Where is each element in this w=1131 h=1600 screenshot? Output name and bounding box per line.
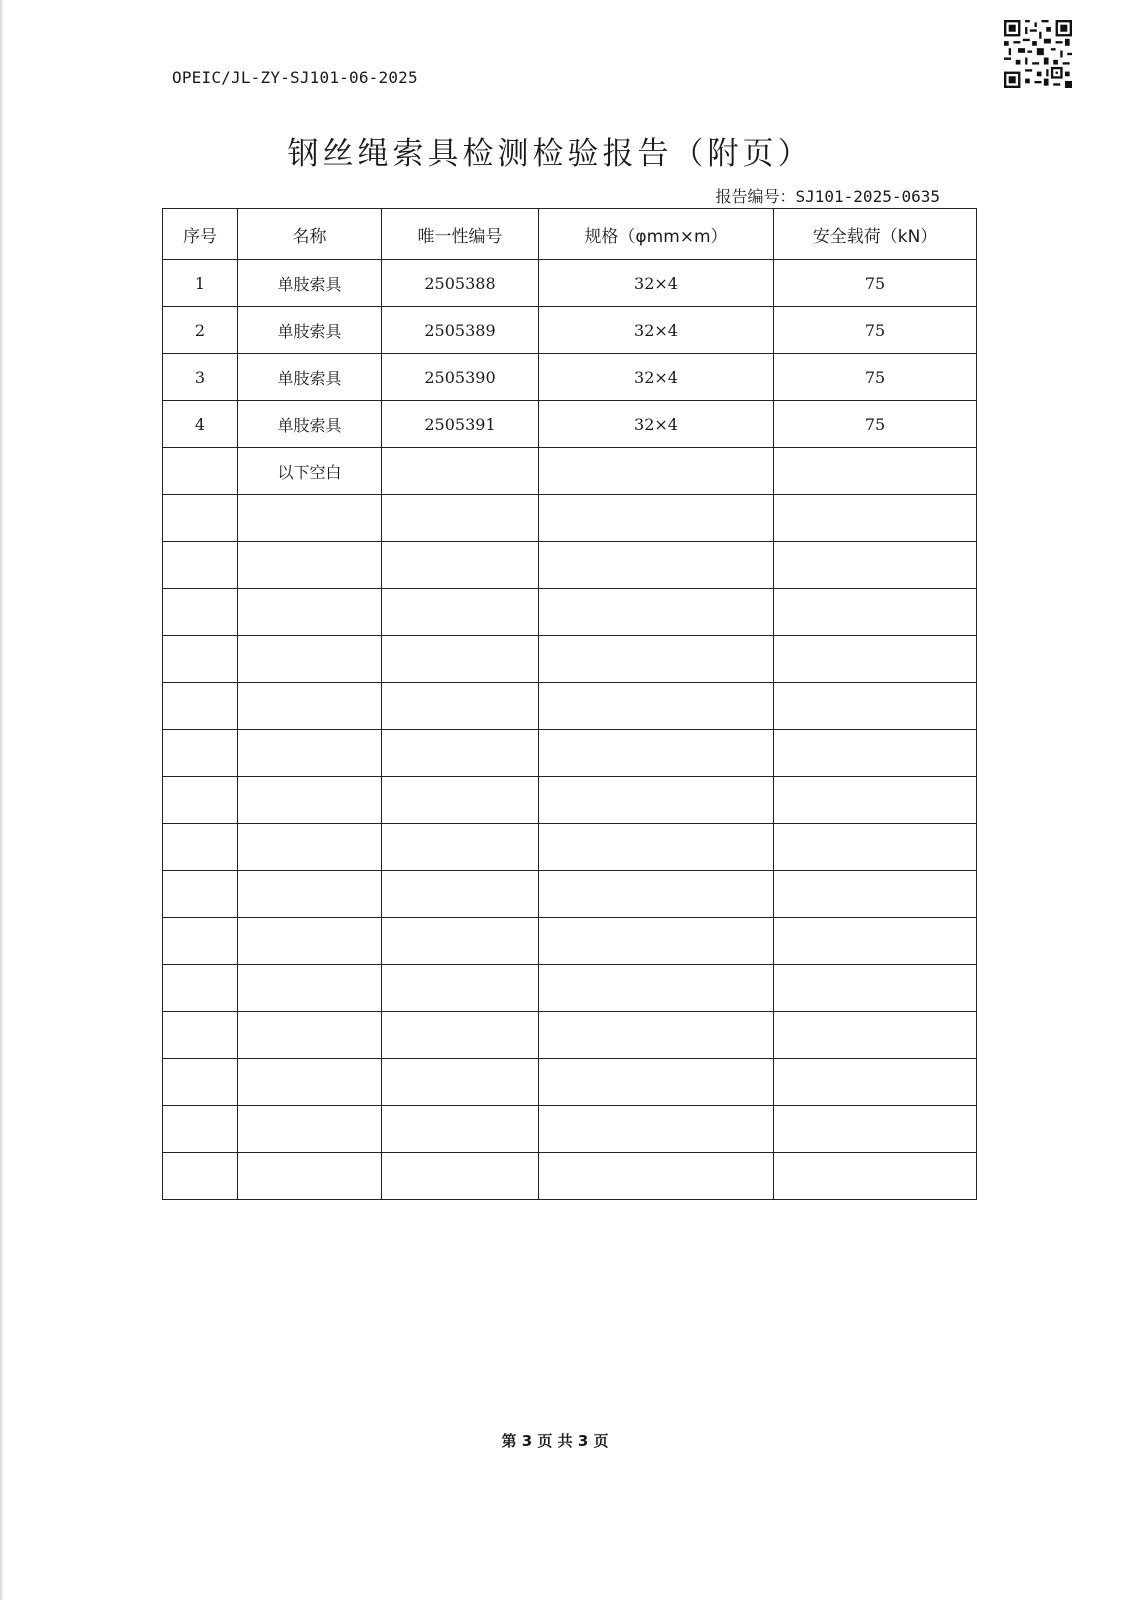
cell-name [238, 824, 382, 871]
table-row [163, 1106, 977, 1153]
report-number [660, 184, 940, 207]
cell-name: 以下空白 [238, 448, 382, 495]
cell-name [238, 636, 382, 683]
cell-unique-id [382, 824, 539, 871]
cell-spec: 32×4 [539, 260, 774, 307]
cell-spec [539, 589, 774, 636]
cell-serial [163, 1106, 238, 1153]
cell-unique-id: 2505388 [382, 260, 539, 307]
cell-safe-load: 75 [774, 401, 977, 448]
cell-unique-id: 2505390 [382, 354, 539, 401]
cell-unique-id [382, 448, 539, 495]
cell-spec [539, 824, 774, 871]
col-header-unique-id: 唯一性编号 [382, 209, 539, 260]
cell-unique-id [382, 1153, 539, 1200]
cell-spec [539, 448, 774, 495]
cell-name [238, 730, 382, 777]
cell-spec [539, 542, 774, 589]
cell-name [238, 683, 382, 730]
cell-spec [539, 730, 774, 777]
table-row [163, 307, 977, 354]
col-header-safe-load: 安全载荷（kN） [774, 209, 977, 260]
cell-serial [163, 777, 238, 824]
cell-safe-load [774, 448, 977, 495]
cell-name [238, 542, 382, 589]
cell-spec [539, 871, 774, 918]
table-row [163, 401, 977, 448]
cell-unique-id [382, 1012, 539, 1059]
table-row [163, 777, 977, 824]
col-header-spec: 规格（φmm×m） [539, 209, 774, 260]
cell-unique-id [382, 965, 539, 1012]
cell-unique-id: 2505391 [382, 401, 539, 448]
cell-spec [539, 1153, 774, 1200]
cell-serial: 1 [163, 260, 238, 307]
cell-unique-id [382, 1106, 539, 1153]
table-row [163, 1059, 977, 1106]
cell-spec [539, 495, 774, 542]
inspection-table [162, 208, 977, 1200]
col-header-name: 名称 [238, 209, 382, 260]
table-row [163, 260, 977, 307]
cell-safe-load [774, 824, 977, 871]
table-row [163, 730, 977, 777]
cell-safe-load [774, 542, 977, 589]
cell-name [238, 589, 382, 636]
cell-name [238, 871, 382, 918]
cell-spec [539, 1059, 774, 1106]
cell-name: 单肢索具 [238, 354, 382, 401]
table-body [163, 260, 977, 1200]
cell-safe-load [774, 589, 977, 636]
cell-serial [163, 683, 238, 730]
table-row [163, 495, 977, 542]
cell-spec [539, 918, 774, 965]
cell-serial [163, 730, 238, 777]
cell-safe-load [774, 1106, 977, 1153]
table-row [163, 589, 977, 636]
cell-safe-load [774, 1059, 977, 1106]
cell-serial: 3 [163, 354, 238, 401]
cell-spec [539, 636, 774, 683]
col-header-serial: 序号 [163, 209, 238, 260]
cell-name [238, 777, 382, 824]
cell-safe-load: 75 [774, 307, 977, 354]
table-row [163, 1012, 977, 1059]
cell-spec [539, 777, 774, 824]
table-row [163, 683, 977, 730]
cell-serial [163, 542, 238, 589]
report-number-value: SJ101-2025-0635 [795, 187, 940, 206]
cell-unique-id [382, 495, 539, 542]
cell-safe-load: 75 [774, 260, 977, 307]
cell-safe-load [774, 636, 977, 683]
cell-serial [163, 871, 238, 918]
cell-unique-id: 2505389 [382, 307, 539, 354]
table-row [163, 448, 977, 495]
cell-unique-id [382, 589, 539, 636]
table-row [163, 871, 977, 918]
cell-spec [539, 1012, 774, 1059]
scan-edge [0, 0, 4, 1600]
table-row [163, 542, 977, 589]
cell-name [238, 1106, 382, 1153]
cell-safe-load [774, 730, 977, 777]
report-number-label: 报告编号： [715, 187, 796, 206]
cell-name [238, 1012, 382, 1059]
cell-safe-load [774, 965, 977, 1012]
cell-unique-id [382, 683, 539, 730]
cell-serial [163, 636, 238, 683]
cell-unique-id [382, 636, 539, 683]
table-row [163, 824, 977, 871]
cell-serial [163, 589, 238, 636]
cell-safe-load [774, 777, 977, 824]
cell-unique-id [382, 542, 539, 589]
table-row [163, 918, 977, 965]
cell-name [238, 495, 382, 542]
cell-serial [163, 448, 238, 495]
cell-spec: 32×4 [539, 401, 774, 448]
cell-spec: 32×4 [539, 307, 774, 354]
cell-spec [539, 965, 774, 1012]
cell-safe-load [774, 1012, 977, 1059]
table-row [163, 636, 977, 683]
cell-name [238, 1153, 382, 1200]
cell-name: 单肢索具 [238, 260, 382, 307]
cell-serial: 4 [163, 401, 238, 448]
cell-serial [163, 1012, 238, 1059]
cell-safe-load [774, 1153, 977, 1200]
cell-name: 单肢索具 [238, 307, 382, 354]
table-header-row [163, 209, 977, 260]
cell-safe-load: 75 [774, 354, 977, 401]
cell-unique-id [382, 918, 539, 965]
cell-name [238, 918, 382, 965]
cell-unique-id [382, 777, 539, 824]
table-row [163, 965, 977, 1012]
cell-serial [163, 965, 238, 1012]
cell-name [238, 965, 382, 1012]
cell-safe-load [774, 495, 977, 542]
cell-safe-load [774, 683, 977, 730]
cell-spec: 32×4 [539, 354, 774, 401]
page-number: 第 3 页 共 3 页 [501, 1432, 609, 1450]
report-title: 钢丝绳索具检测检验报告（附页） [287, 136, 813, 172]
cell-serial [163, 1059, 238, 1106]
cell-serial: 2 [163, 307, 238, 354]
cell-serial [163, 495, 238, 542]
table-row [163, 354, 977, 401]
cell-spec [539, 683, 774, 730]
cell-unique-id [382, 730, 539, 777]
cell-spec [539, 1106, 774, 1153]
cell-safe-load [774, 871, 977, 918]
cell-serial [163, 918, 238, 965]
cell-unique-id [382, 871, 539, 918]
document-code: OPEIC/JL-ZY-SJ101-06-2025 [172, 68, 418, 87]
cell-serial [163, 1153, 238, 1200]
qr-code-icon [1004, 20, 1072, 88]
table-row [163, 1153, 977, 1200]
cell-name [238, 1059, 382, 1106]
cell-serial [163, 824, 238, 871]
cell-safe-load [774, 918, 977, 965]
cell-name: 单肢索具 [238, 401, 382, 448]
cell-unique-id [382, 1059, 539, 1106]
